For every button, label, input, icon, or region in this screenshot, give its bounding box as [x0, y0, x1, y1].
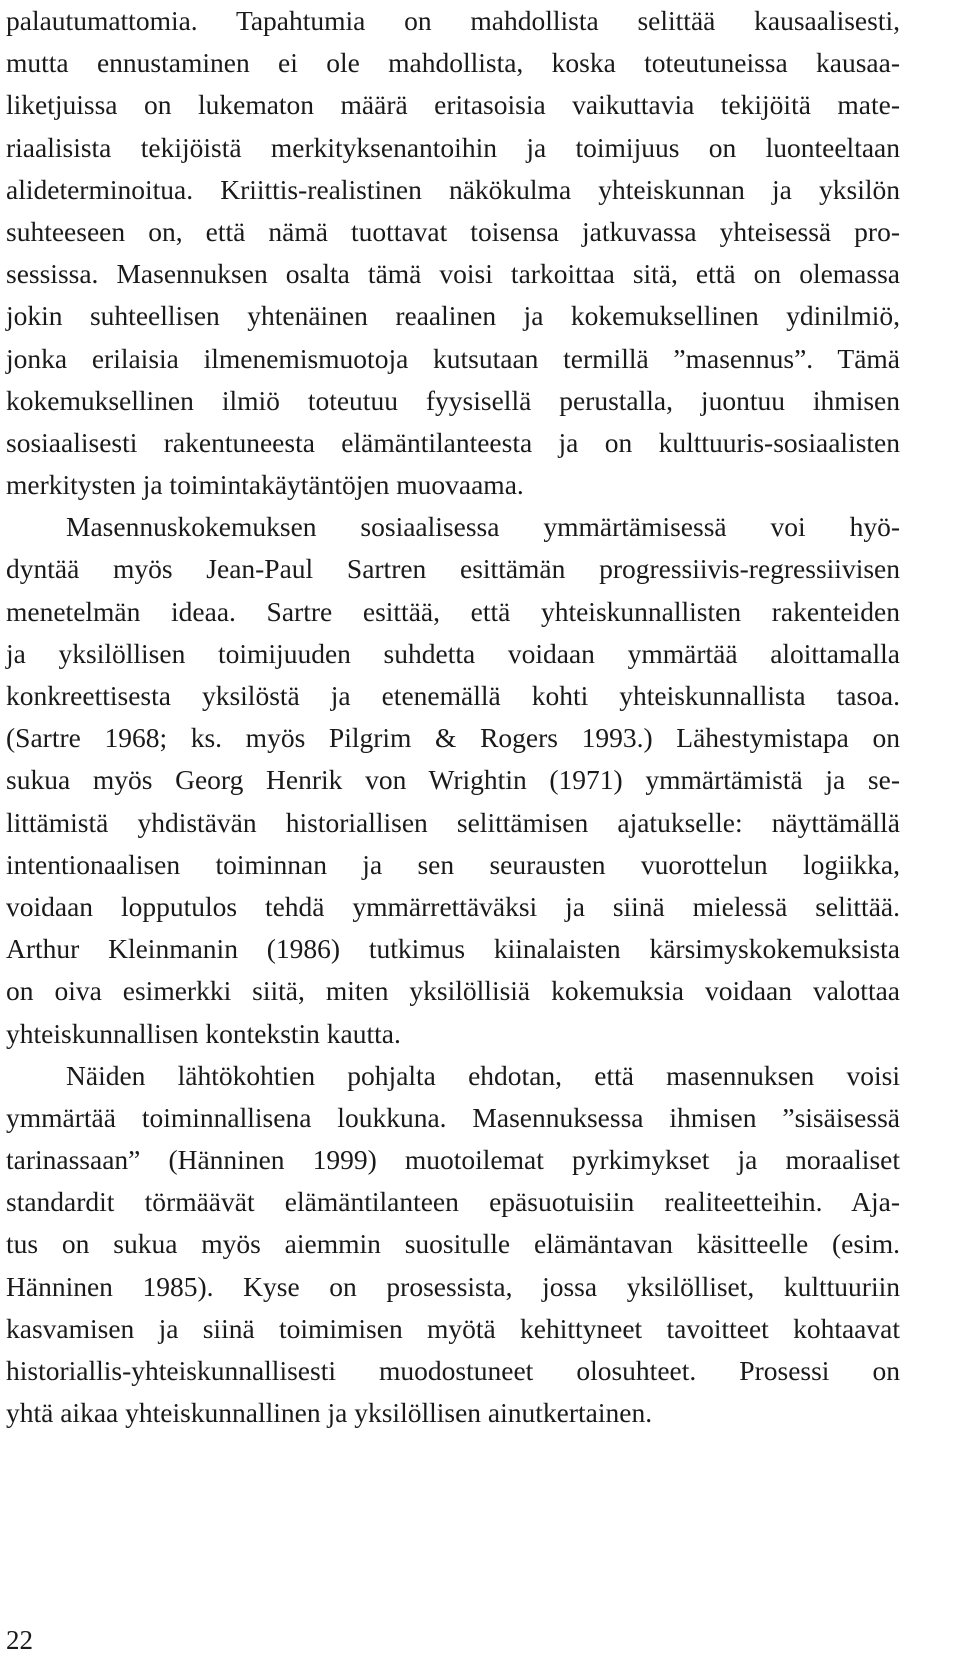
text-line: menetelmän ideaa. Sartre esittää, että yhteiskunnallisten rakenteiden [6, 595, 900, 627]
text-line: yhtä aikaa yhteiskunnallinen ja yksilöllisen ainutkertainen. [6, 1397, 653, 1429]
text-line: kasvamisen ja siinä toimimisen myötä kehittyneet tavoitteet kohtaavat [6, 1312, 900, 1344]
text-line: alideterminoitua. Kriittis-realistinen näkökulma yhteiskunnan ja yksilön [6, 173, 900, 205]
text-line: Hänninen 1985). Kyse on prosessista, jossa yksilölliset, kulttuuriin [6, 1270, 900, 1302]
text-line: merkitysten ja toimintakäytäntöjen muovaama. [6, 469, 524, 501]
text-line: voidaan lopputulos tehdä ymmärrettäväksi ja siinä mielessä selittää. [6, 890, 900, 922]
text-line: ja yksilöllisen toimijuuden suhdetta voidaan ymmärtää aloittamalla [6, 637, 900, 669]
text-line: riaalisista tekijöistä merkityksenantoihin ja toimijuus on luonteeltaan [6, 131, 900, 163]
text-line: dyntää myös Jean-Paul Sartren esittämän progressiivis-regressiivisen [6, 553, 900, 585]
text-line: palautumattomia. Tapahtumia on mahdollista selittää kausaalisesti, [6, 5, 900, 36]
text-line: sessissa. Masennuksen osalta tämä voisi tarkoittaa sitä, että on olemassa [6, 258, 900, 290]
text-line: liketjuissa on lukematon määrä eritasoisia vaikuttavia tekijöitä mate- [6, 89, 900, 121]
text-line: tus on sukua myös aiemmin suositulle elämäntavan käsitteelle (esim. [6, 1228, 900, 1260]
text-line: yhteiskunnallisen kontekstin kautta. [6, 1017, 401, 1049]
text-line: jokin suhteellisen yhtenäinen reaalinen ja kokemuksellinen ydinilmiö, [6, 300, 900, 332]
text-line: historiallis-yhteiskunnallisesti muodostuneet olosuhteet. Prosessi on [6, 1355, 900, 1386]
text-line: intentionaalisen toiminnan ja sen seurausten vuorottelun logiikka, [6, 848, 900, 880]
text-line: kokemuksellinen ilmiö toteutuu fyysisellä perustalla, juontuu ihmisen [6, 384, 900, 416]
text-line: Arthur Kleinmanin (1986) tutkimus kiinalaisten kärsimyskokemuksista [6, 933, 900, 965]
page-number: 22 [6, 1625, 33, 1655]
body-text [6, 0, 900, 1434]
text-line: konkreettisesta yksilöstä ja etenemällä kohti yhteiskunnallista tasoa. [6, 680, 900, 711]
text-line: Näiden lähtökohtien pohjalta ehdotan, että masennuksen voisi [66, 1059, 900, 1091]
text-line: jonka erilaisia ilmenemismuotoja kutsutaan termillä ”masennus”. Tämä [6, 342, 900, 374]
text-line: mutta ennustaminen ei ole mahdollista, koska toteutuneissa kausaa- [6, 47, 900, 79]
text-line: tarinassaan” (Hänninen 1999) muotoilemat pyrkimykset ja moraaliset [6, 1144, 900, 1176]
text-line: sukua myös Georg Henrik von Wrightin (1971) ymmärtämistä ja se- [6, 764, 900, 796]
text-line: suhteeseen on, että nämä tuottavat toisensa jatkuvassa yhteisessä pro- [6, 215, 900, 247]
text-line: (Sartre 1968; ks. myös Pilgrim & Rogers 1993.) Lähestymistapa on [6, 722, 900, 754]
text-line: sosiaalisesti rakentuneesta elämäntilanteesta ja on kulttuuris-sosiaalisten [6, 426, 900, 458]
text-line: ymmärtää toiminnallisena loukkuna. Masennuksessa ihmisen ”sisäisessä [6, 1101, 900, 1133]
text-line: on oiva esimerkki siitä, miten yksilöllisiä kokemuksia voidaan valottaa [6, 975, 900, 1007]
text-line: Masennuskokemuksen sosiaalisessa ymmärtämisessä voi hyö- [66, 511, 900, 543]
text-line: standardit törmäävät elämäntilanteen epäsuotuisiin realiteetteihin. Aja- [6, 1186, 900, 1218]
text-line: littämistä yhdistävän historiallisen selittämisen ajatukselle: näyttämällä [6, 806, 900, 838]
